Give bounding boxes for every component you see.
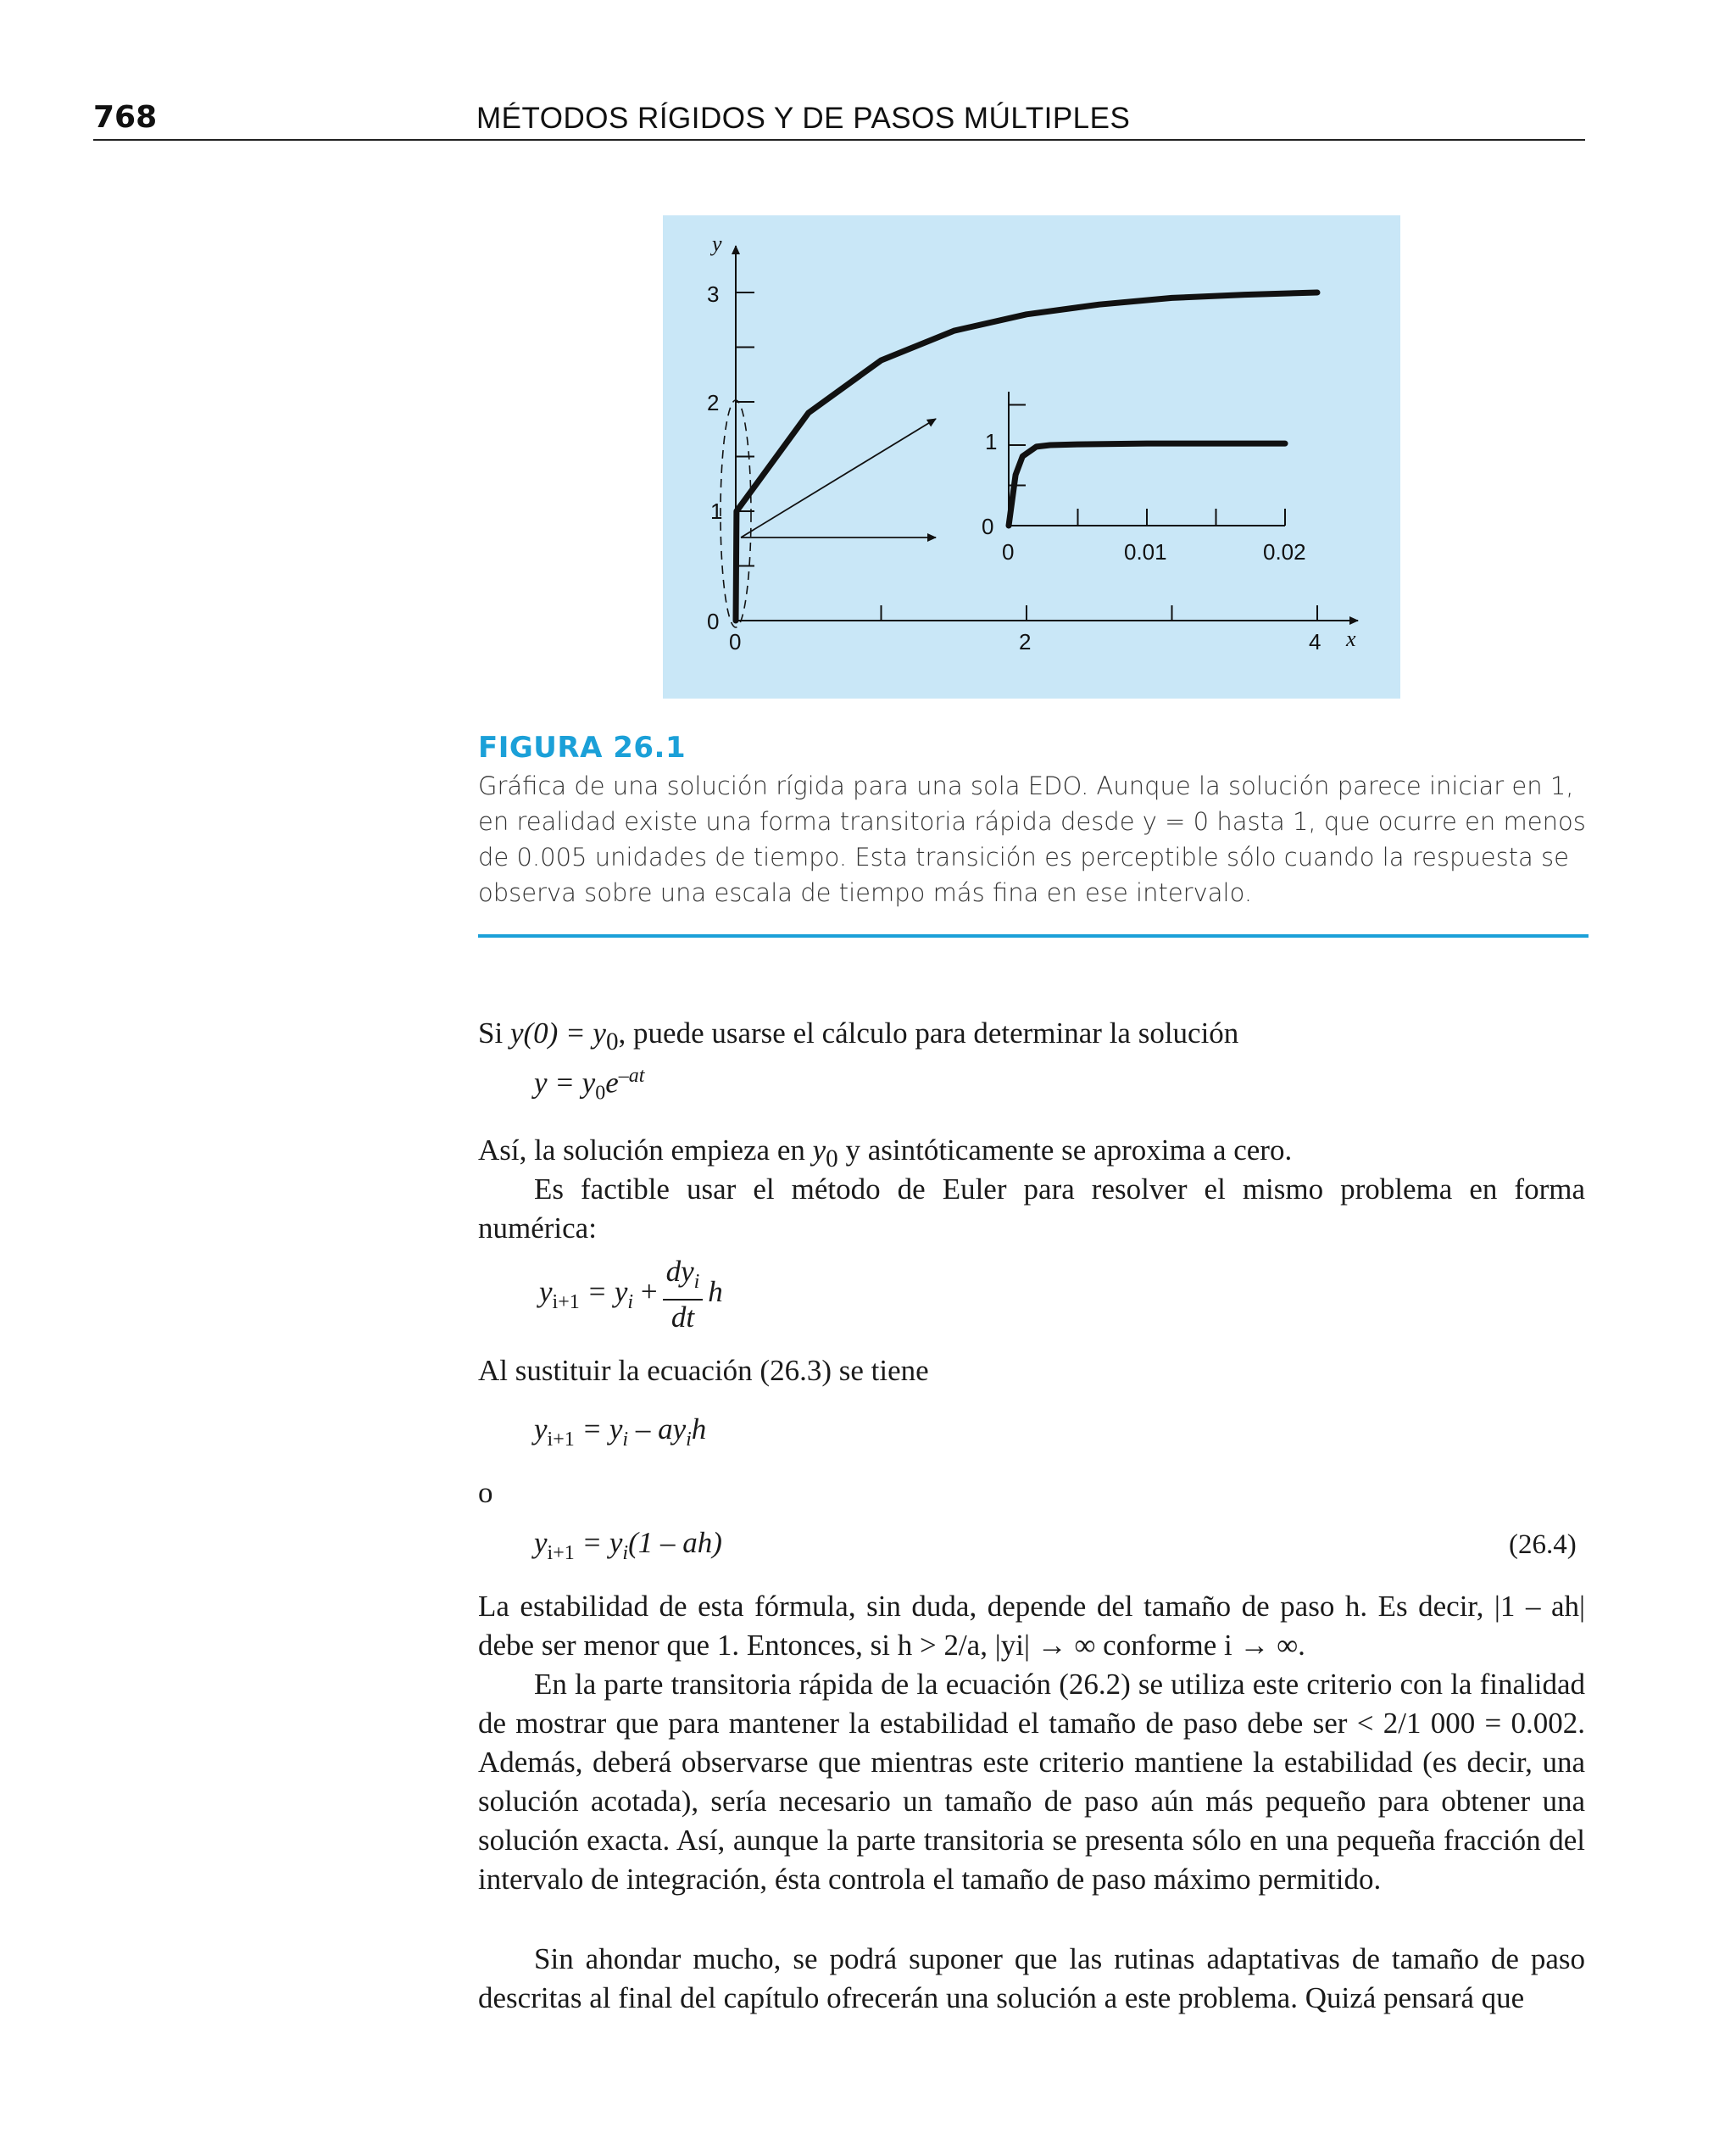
paragraph-2: Así, la solución empieza en $y_0$ y asintóticamente se aproxima a cero. <box>478 1133 1293 1172</box>
inset-x-tick-001: 0.01 <box>1124 539 1167 565</box>
inset-y-tick-1: 1 <box>985 429 998 454</box>
paragraph-4: Al sustituir la ecuación (26.3) se tiene <box>478 1354 929 1387</box>
main-y-tick-1: 1 <box>710 499 723 524</box>
or-connector: o <box>478 1476 493 1509</box>
equation-26-4: $y_{i+1} = y_i(1 - ah)$ <box>534 1526 722 1564</box>
equation-number-26-4: (26.4) <box>1509 1529 1577 1560</box>
paragraph-5: La estabilidad de esta fórmula, sin duda, depende del tamaño de paso h. Es decir, |1 – ah| debe ser menor que 1. Entonces, si h > 2/a, |yi| → ∞ conforme i → ∞. <box>478 1590 1585 1662</box>
zoom-arrow-upper <box>741 419 936 538</box>
figure-label: FIGURA 26.1 <box>478 731 687 765</box>
equation-euler: $y_{i+1} = y_i$ + $\frac{dy_i}{dt}$ h <box>539 1255 723 1334</box>
main-x-tick-2: 2 <box>1019 629 1032 654</box>
paragraph-3: Es factible usar el método de Euler para resolver el mismo problema en forma numérica: <box>478 1172 1585 1245</box>
equation-exact-solution: $y = y_0e^{-at}$ <box>534 1065 645 1105</box>
main-x-tick-0: 0 <box>729 629 742 654</box>
running-title: MÉTODOS RÍGIDOS Y DE PASOS MÚLTIPLES <box>476 102 1131 135</box>
figure-caption: Gráfica de una solución rígida para una sola EDO. Aunque la solución parece iniciar en 1, en realidad existe una forma transitoria rápida desde y = 0 hasta 1, que ocurre en menos de 0.005 unidades de tiempo. Esta transición es perceptible sólo cuando la respuesta se observa sobre una escala de tiempo más fina en ese intervalo. <box>478 771 1586 907</box>
inset-y-tick-0: 0 <box>982 514 994 539</box>
page-number: 768 <box>93 100 158 135</box>
main-y-axis-label: y <box>712 231 722 256</box>
paragraph-7: Sin ahondar mucho, se podrá suponer que las rutinas adaptativas de tamaño de paso descritas al final del capítulo ofrecerán una solución a este problema. Quizá pensará que <box>478 1942 1585 2014</box>
main-y-tick-3: 3 <box>707 281 720 307</box>
stiff-solution-chart <box>663 215 1400 699</box>
main-x-tick-4: 4 <box>1309 629 1321 654</box>
paragraph-6: En la parte transitoria rápida de la ecuación (26.2) se utiliza este criterio con la finalidad de mostrar que para mantener la estabilidad el tamaño de paso debe ser < 2/1 000 = 0.002. Además, deberá observarse que mientras este criterio mantiene la estabilidad (es decir, una solución acotada), sería necesario un tamaño de paso aún más pequeño para obtener una solución exacta. Así, aunque la parte transitoria se presenta sólo en una pequeña fracción del intervalo de integración, ésta controla el tamaño de paso máximo permitido. <box>478 1668 1585 1896</box>
paragraph-1: Si $y(0) = y_0$, puede usarse el cálculo para determinar la solución <box>478 1017 1239 1056</box>
inset-x-tick-0: 0 <box>1002 539 1015 565</box>
equation-substituted: $y_{i+1} = y_i - ay_ih$ <box>534 1412 707 1451</box>
inset-x-tick-002: 0.02 <box>1263 539 1306 565</box>
main-y-tick-0: 0 <box>707 609 720 634</box>
main-x-axis-label: x <box>1346 627 1356 651</box>
figure-26-1 <box>663 215 1400 699</box>
page-header <box>93 95 1585 141</box>
main-y-tick-2: 2 <box>707 390 720 415</box>
caption-divider <box>478 934 1589 938</box>
